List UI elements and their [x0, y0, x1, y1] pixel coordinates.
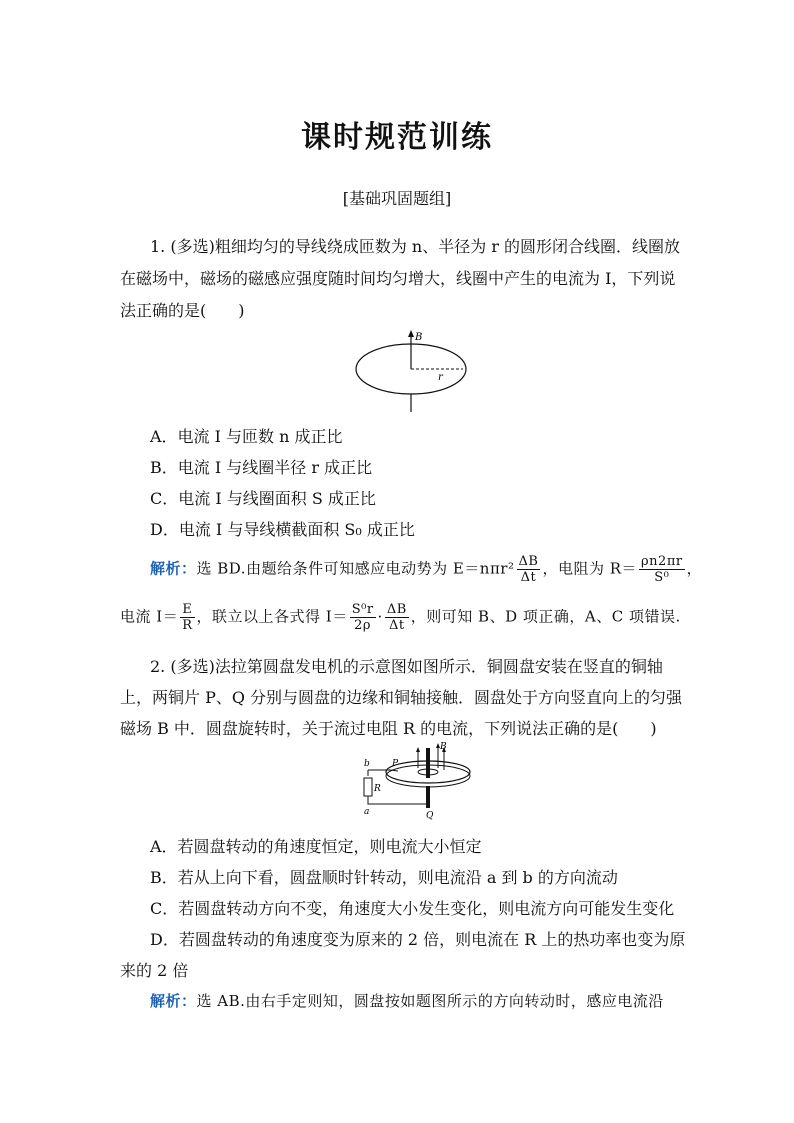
- q1-option-a: A．电流 I 与匝数 n 成正比: [150, 427, 343, 446]
- fraction: $\frac{\Delta B}{\Delta t}$: [518, 554, 539, 585]
- wire-bottom: [368, 796, 426, 804]
- axle-bottom: [426, 786, 430, 808]
- q2-option-d-continued: 来的 2 倍: [120, 961, 189, 980]
- solution-label: 解析：: [150, 559, 197, 578]
- q1-option-d: D．电流 I 与导线横截面积 S₀ 成正比: [150, 520, 415, 539]
- fraction: $\frac{E}{R}$: [182, 602, 193, 633]
- q2-solution-line1: 解析：选 AB.由右手定则知，圆盘按如题图所示的方向转动时，感应电流沿: [150, 992, 664, 1010]
- b-field-arrow-icon: [408, 330, 414, 337]
- q2-option-d: D．若圆盘转动的角速度变为原来的 2 倍，则电流在 R 上的热功率也变为原: [150, 930, 686, 949]
- q1-solution-line1: 解析：选 BD.由题给条件可知感应电动势为 E＝nπr² $\frac{\Delta B}{\Delta t}$ ，电阻为 R＝ $\frac{\rho n2\pi r}{\text{S⁰}}$ ，: [150, 554, 703, 585]
- q2-option-b: B．若从上向下看，圆盘顺时针转动，则电流沿 a 到 b 的方向流动: [150, 868, 618, 887]
- q1-solution-line2: 电流 I＝ $\frac{E}{R}$ ，联立以上各式得 I＝ $\frac{\text{S⁰r}}{2\rho}$ · $\frac{\Delta B}{\Delta t}$ ，则可知 B、D 项正确，A、C 项错误.: [120, 602, 681, 633]
- label-p: P: [392, 759, 399, 769]
- q1-stem-line1: 1. (多选)粗细均匀的导线绕成匝数为 n、半径为 r 的圆形闭合线圈．线圈放: [150, 237, 681, 256]
- q2-option-a: A．若圆盘转动的角速度恒定，则电流大小恒定: [150, 837, 482, 856]
- q2-disk-generator-figure: [356, 740, 476, 820]
- fraction: $\frac{\rho n2\pi r}{\text{S⁰}}$: [641, 554, 683, 585]
- b-arrow-icon: [416, 747, 420, 752]
- section-heading: [基础巩固题组]: [342, 189, 452, 208]
- q1-option-b: B．电流 I 与线圈半径 r 成正比: [150, 458, 373, 477]
- q1-coil-figure: [350, 328, 474, 414]
- fraction: $\frac{\Delta B}{\Delta t}$: [386, 602, 407, 633]
- label-b: B: [415, 332, 423, 343]
- q2-stem-line2: 上，两铜片 P、Q 分别与圆盘的边缘和铜轴接触．圆盘处于方向竖直向上的匀强: [120, 688, 683, 707]
- q1-stem-line3: 法正确的是( ): [120, 301, 245, 320]
- axle-top: [426, 748, 430, 778]
- label-b-field: B: [440, 742, 447, 752]
- q1-stem-line2: 在磁场中，磁场的磁感应强度随时间均匀增大，线圈中产生的电流为 I，下列说: [120, 269, 676, 288]
- q2-stem-line3: 磁场 B 中．圆盘旋转时，关于流过电阻 R 的电流，下列说法正确的是( ): [120, 719, 657, 738]
- resistor: [364, 778, 372, 796]
- label-r: r: [438, 372, 443, 383]
- label-a: a: [364, 807, 370, 817]
- label-b: b: [364, 759, 370, 769]
- page-title: 课时规范训练: [301, 120, 493, 155]
- fraction: $\frac{\text{S⁰r}}{2\rho}$: [351, 602, 374, 633]
- label-q: Q: [426, 811, 434, 820]
- q1-option-c: C．电流 I 与线圈面积 S 成正比: [150, 489, 376, 508]
- label-r: R: [374, 784, 381, 794]
- solution-label: 解析：: [150, 992, 197, 1010]
- q2-stem-line1: 2. (多选)法拉第圆盘发电机的示意图如图所示．铜圆盘安装在竖直的铜轴: [150, 657, 663, 676]
- q2-option-c: C．若圆盘转动方向不变，角速度大小发生变化，则电流方向可能发生变化: [150, 899, 675, 918]
